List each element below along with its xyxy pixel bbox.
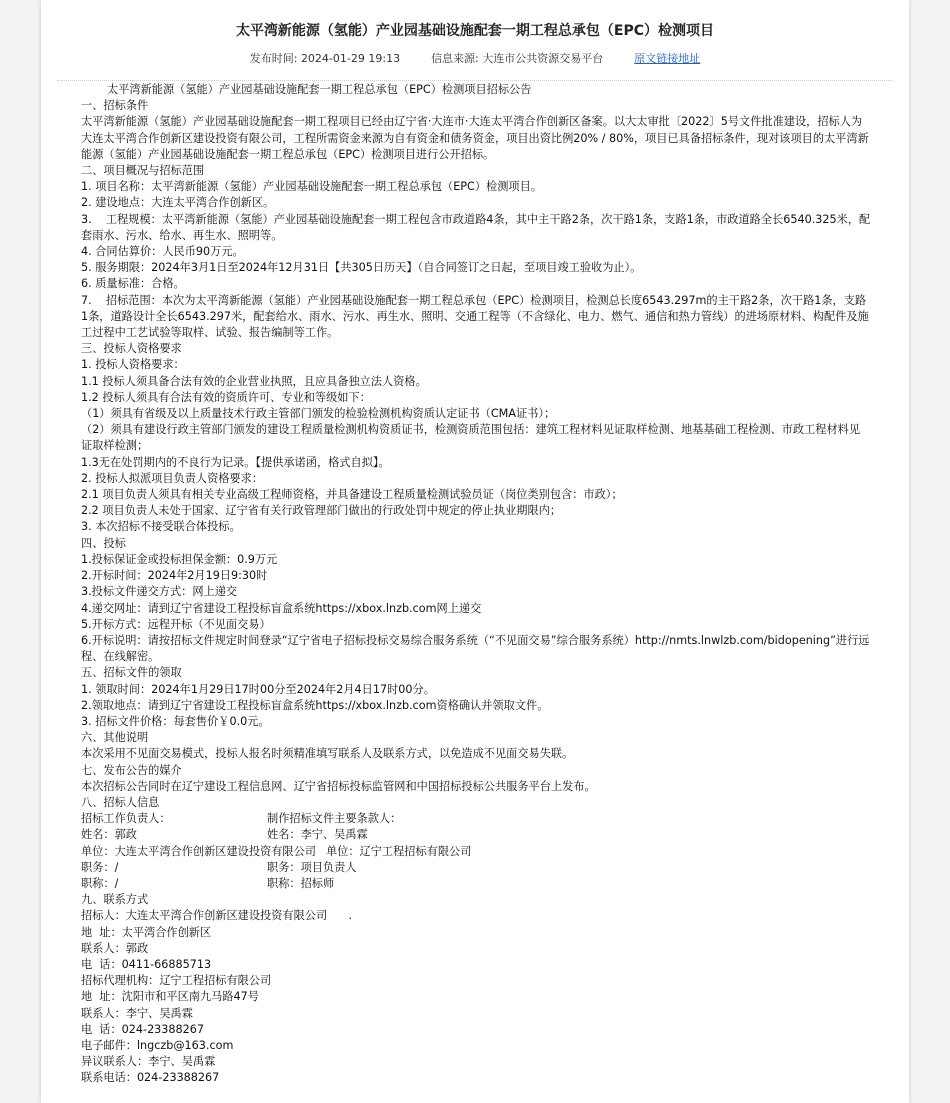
- paragraph: 电 话：0411-66885713: [81, 957, 212, 971]
- divider: [57, 80, 893, 81]
- paragraph: 1. 投标人资格要求：: [81, 358, 185, 372]
- contact-right: 职务：项目负责人: [267, 860, 357, 874]
- source-name: 大连市公共资源交易平台: [482, 52, 604, 65]
- paragraph: 2. 建设地点：大连太平湾合作创新区。: [81, 196, 275, 210]
- paragraph: 4. 合同估算价：人民币90万元。: [81, 245, 244, 259]
- paragraph: 地 址：太平湾合作创新区: [81, 925, 212, 939]
- paragraph: 1. 项目名称：太平湾新能源（氢能）产业园基础设施配套一期工程总承包（EPC）检测项目。: [81, 180, 542, 194]
- section-heading: 二、项目概况与招标范围: [81, 164, 205, 178]
- contact-row: [81, 860, 871, 876]
- paragraph: 招标人：大连太平湾合作创新区建设投资有限公司 .: [81, 909, 353, 923]
- contact-left: 职称：/: [81, 876, 119, 890]
- page-title: 太平湾新能源（氢能）产业园基础设施配套一期工程总承包（EPC）检测项目: [235, 23, 715, 39]
- section-heading: 九、联系方式: [81, 893, 149, 907]
- section-heading: 一、招标条件: [81, 99, 149, 113]
- paragraph: 1.3无在处罚期内的不良行为记录。【提供承诺函，格式自拟】。: [81, 455, 390, 469]
- contact-row: [81, 811, 871, 827]
- section-heading: 四、投标: [81, 536, 126, 550]
- paragraph: 6. 质量标准：合格。: [81, 277, 185, 291]
- paragraph: 1.2 投标人须具有合法有效的资质许可、专业和等级如下：: [81, 390, 371, 404]
- paragraph: 1.投标保证金或投标担保金额：0.9万元: [81, 552, 278, 566]
- paragraph: 本次招标公告同时在辽宁建设工程信息网、辽宁省招标投标监管网和中国招标投标公共服务平台上发布。: [81, 779, 596, 793]
- section-heading: 六、其他说明: [81, 731, 149, 745]
- paragraph: 2.1 项目负责人须具有相关专业高级工程师资格，并具备建设工程质量检测试验员证（岗位类别包含：市政）；: [81, 488, 623, 502]
- contact-left: 单位：大连太平湾合作创新区建设投资有限公司: [81, 844, 316, 858]
- paragraph: 3.投标文件递交方式：网上递交: [81, 585, 238, 599]
- contact-right: 姓名：李宁、吴禹霖: [267, 828, 368, 842]
- paragraph: （1）须具有省级及以上质量技术行政主管部门颁发的检验检测机构资质认定证书（CMA证书）；: [81, 407, 556, 421]
- contact-left: 职务：/: [81, 860, 119, 874]
- paragraph: 7. 招标范围：本次为太平湾新能源（氢能）产业园基础设施配套一期工程总承包（EPC）检测项目，检测总长度6543.297m的主干路2条，次干路1条，支路1条，道路设计全长6543.297米，配套给水、雨水、污水、再生水、照明、交通工程等（不含绿化、电力、燃气、通信和热力管线）的进场原材料、构配件及施工过程中工艺试验等取样、试验、报告编制等工作。: [81, 293, 869, 340]
- section-heading: 五、招标文件的领取: [81, 666, 182, 680]
- paragraph: 3. 招标文件价格：每套售价￥0.0元。: [81, 714, 270, 728]
- paragraph: 招标代理机构：辽宁工程招标有限公司: [81, 974, 272, 988]
- contact-row: [81, 827, 871, 843]
- paragraph: 3. 工程规模：太平湾新能源（氢能）产业园基础设施配套一期工程包含市政道路4条，其中主干路2条，次干路1条，支路1条，市政道路全长6540.325米，配套雨水、污水、给水、再生水、照明等。: [81, 212, 871, 242]
- contact-left: 招标工作负责人：: [81, 812, 171, 826]
- announcement-body: [81, 82, 871, 1087]
- paragraph: 联系人：李宁、吴禹霖: [81, 1006, 193, 1020]
- section-heading: 七、发布公告的媒介: [81, 763, 182, 777]
- paragraph: 2. 投标人拟派项目负责人资格要求：: [81, 471, 264, 485]
- paragraph: 4.递交网址：请到辽宁省建设工程投标盲盒系统https://xbox.lnzb.com网上递交: [81, 601, 482, 615]
- notice-heading: 太平湾新能源（氢能）产业园基础设施配套一期工程总承包（EPC）检测项目招标公告: [107, 83, 532, 96]
- paragraph: 2.2 项目负责人未处于国家、辽宁省有关行政管理部门做出的行政处罚中规定的停止执业期限内；: [81, 504, 562, 518]
- paragraph: 联系电话：024-23388267: [81, 1071, 220, 1085]
- paragraph: 5. 服务期限：2024年3月1日至2024年12月31日【共305日历天】（自合同签订之日起，至项目竣工验收为止）。: [81, 261, 642, 275]
- paragraph: 2.领取地点：请到辽宁省建设工程投标盲盒系统https://xbox.lnzb.com资格确认并领取文件。: [81, 698, 549, 712]
- paragraph: （2）须具有建设行政主管部门颁发的建设工程质量检测机构资质证书，检测资质范围包括：建筑工程材料见证取样检测、地基基础工程检测、市政工程材料见证取样检测；: [81, 423, 861, 453]
- section-heading: 三、投标人资格要求: [81, 342, 182, 356]
- contact-row: [81, 844, 871, 860]
- paragraph: 2.开标时间：2024年2月19日9:30时: [81, 569, 268, 583]
- source-label: 信息来源:: [431, 52, 479, 65]
- section-heading: 八、招标人信息: [81, 795, 160, 809]
- paragraph: 3. 本次招标不接受联合体投标。: [81, 520, 241, 534]
- original-link[interactable]: 原文链接地址: [634, 52, 701, 65]
- paragraph: 本次采用不见面交易模式，投标人报名时须精准填写联系人及联系方式，以免造成不见面交易失联。: [81, 747, 574, 761]
- paragraph: 联系人：郭政: [81, 941, 149, 955]
- paragraph: 电 话：024-23388267: [81, 1022, 205, 1036]
- publish-time-label: 发布时间:: [249, 52, 298, 65]
- paragraph: 5.开标方式：远程开标（不见面交易）: [81, 617, 271, 631]
- paragraph: 6.开标说明：请按招标文件规定时间登录“辽宁省电子招标投标交易综合服务系统（“不见面交易”综合服务系统）http://nmts.lnwlzb.com/bidopening”进行远程、在线解密。: [81, 633, 870, 664]
- paragraph: 地 址：沈阳市和平区南九马路47号: [81, 990, 259, 1004]
- meta-bar: [41, 51, 909, 67]
- contact-left: 姓名：郭政: [81, 828, 137, 842]
- contact-right: 职称：招标师: [267, 876, 335, 890]
- contact-row: [81, 876, 871, 892]
- publish-time: 2024-01-29 19:13: [300, 52, 401, 65]
- paragraph: 太平湾新能源（氢能）产业园基础设施配套一期工程项目已经由辽宁省·大连市·大连太平湾合作创新区备案。以大太审批〔2022〕5号文件批准建设，招标人为大连太平湾合作创新区建设投资有限公司，工程所需资金来源为自有资金和债务资金，项目出资比例20% / 80%，项目已具备招标条件，现对该项目的太平湾新能源（氢能）产业园基础设施配套一期工程总承包（EPC）检测项目进行公开招标。: [81, 115, 869, 161]
- paragraph: 电子邮件：lngczb@163.com: [81, 1038, 234, 1052]
- announcement-page: [41, 0, 909, 1103]
- contact-right: 制作招标文件主要条款人：: [267, 812, 402, 826]
- paragraph: 1. 领取时间：2024年1月29日17时00分至2024年2月4日17时00分。: [81, 682, 435, 696]
- contact-right: 单位：辽宁工程招标有限公司: [325, 844, 472, 858]
- paragraph: 异议联系人：李宁、吴禹霖: [81, 1055, 216, 1069]
- paragraph: 1.1 投标人须具备合法有效的企业营业执照，且应具备独立法人资格。: [81, 374, 427, 388]
